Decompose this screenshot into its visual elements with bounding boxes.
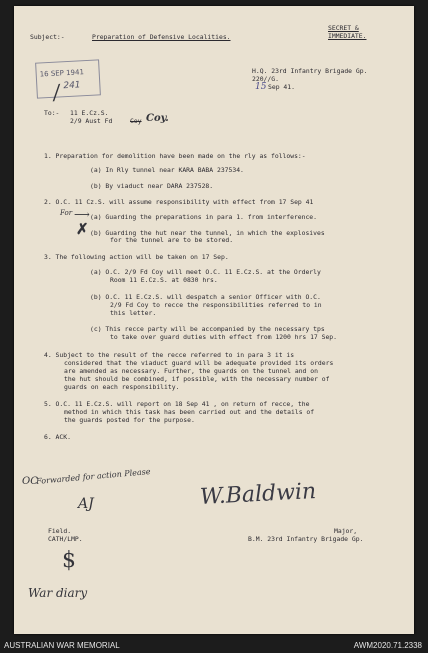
para-2b-cont: for the tunnel are to be stored. <box>110 236 234 244</box>
para-4: 4. Subject to the result of the recce referred to in para 3 it is <box>44 351 295 359</box>
margin-cross-mark: ✗ <box>76 220 89 238</box>
subject-text: Preparation of Defensive Localities. <box>92 33 231 41</box>
footer-accession-number: AWM2020.71.2338 <box>353 641 422 650</box>
para-5-cont-2: the guards posted for the purpose. <box>64 416 195 424</box>
para-5: 5. O.C. 11 E.Cz.S. will report on 18 Sep 41 , on return of recce, the <box>44 400 310 408</box>
stamp-number: 241 <box>63 80 81 92</box>
footer-bar <box>0 638 428 653</box>
subject-label: Subject:- <box>30 33 65 41</box>
para-3c: (c) This recce party will be accompanied by the necessary tps <box>90 325 325 333</box>
to-line-2: 2/9 Aust Fd <box>70 117 113 125</box>
reference-line: CATH/LMP. <box>48 535 83 543</box>
para-1b: (b) By viaduct near DARA 237528. <box>90 182 214 190</box>
para-3b-cont-1: 2/9 Fd Coy to recce the responsibilities referred to in <box>110 301 322 309</box>
stamp-slash-mark: / <box>51 79 62 105</box>
para-3a: (a) O.C. 2/9 Fd Coy will meet O.C. 11 E.Cz.S. at the Orderly <box>90 268 321 276</box>
signatory-appointment: B.M. 23rd Infantry Brigade Gp. <box>248 535 364 543</box>
handwritten-initials-mark: $ <box>62 548 76 573</box>
document-page <box>14 6 414 634</box>
from-day-handwritten: 15 <box>255 82 267 92</box>
from-line-3: Sep 41. <box>268 83 295 91</box>
annotation-initials: AJ <box>78 496 94 512</box>
footer-institution: AUSTRALIAN WAR MEMORIAL <box>4 641 120 650</box>
para-2: 2. O.C. 11 Cz.S. will assume responsibility with effect from 17 Sep 41 <box>44 198 314 206</box>
field-line: Field. <box>48 527 72 535</box>
para-1: 1. Preparation for demolition have been made on the rly as follows:- <box>44 152 306 160</box>
para-4-cont-2: are amended as necessary. Further, the guards on the tunnel and on <box>64 367 318 375</box>
classification-line-1: SECRET & <box>328 24 359 32</box>
signature: W.Baldwin <box>199 478 317 511</box>
annotation-forwarded: Forwarded for action Please <box>35 467 151 486</box>
margin-arrow: ⟶ <box>74 208 90 221</box>
para-3c-cont: to take over guard duties with effect from 1200 hrs 17 Sep. <box>110 333 338 341</box>
to-handwritten-coy: Coy. <box>146 113 169 124</box>
para-4-cont-1: considered that the viaduct guard will be adequate provided its orders <box>64 359 334 367</box>
to-label: To:- <box>44 109 60 117</box>
para-3a-cont: Room 11 E.Cz.S. at 0830 hrs. <box>110 276 218 284</box>
para-4-cont-4: guards on each responsibility. <box>64 383 180 391</box>
para-3: 3. The following action will be taken on 17 Sep. <box>44 253 229 261</box>
para-1a: (a) In Rly tunnel near KARA BABA 237534. <box>90 166 244 174</box>
para-3b-cont-2: this letter. <box>110 309 157 317</box>
from-line-2: 220//G. <box>252 75 279 83</box>
war-diary-note: War diary <box>28 586 88 600</box>
para-2b: (b) Guarding the hut near the tunnel, in which the explosives <box>90 229 325 237</box>
para-3b: (b) O.C. 11 E.Cz.S. will despatch a senior Officer with O.C. <box>90 293 321 301</box>
signatory-rank: Major, <box>334 527 358 535</box>
classification-line-2: IMMEDIATE. <box>328 32 367 40</box>
stamp-date: 16 SEP 1941 <box>39 68 85 79</box>
received-stamp <box>35 59 101 98</box>
para-6: 6. ACK. <box>44 433 71 441</box>
annotation-oc: OC <box>22 476 38 487</box>
para-5-cont-1: method in which this task has been carried out and the details of <box>64 408 315 416</box>
para-4-cont-3: the hut should be combined, if possible, with the necessary number of <box>64 375 330 383</box>
to-line-1: 11 E.Cz.S. <box>70 109 109 117</box>
para-2a: (a) Guarding the preparations in para 1. from interference. <box>90 213 318 221</box>
margin-note-for: For <box>60 209 73 217</box>
to-struck-word: Coy <box>130 117 142 125</box>
from-line-1: H.Q. 23rd Infantry Brigade Gp. <box>252 67 368 75</box>
